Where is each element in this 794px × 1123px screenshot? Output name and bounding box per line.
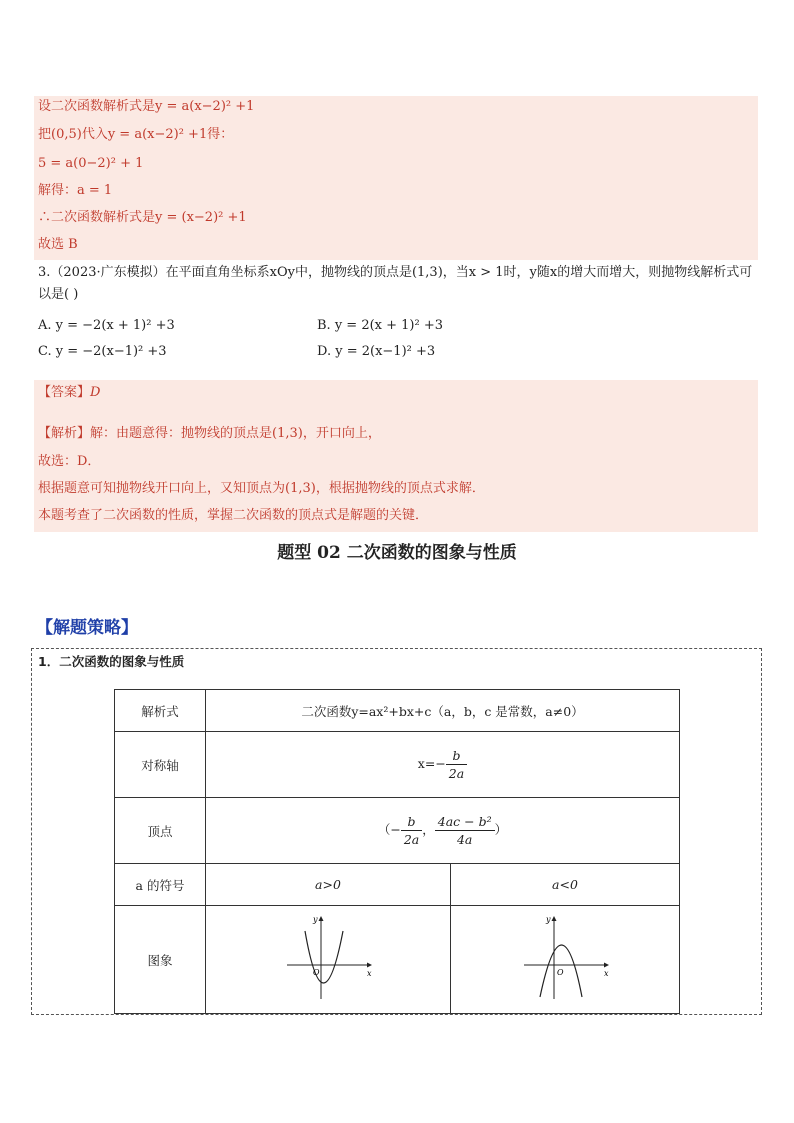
origin-label: O [313,968,320,977]
row-value-axis [206,732,680,798]
row-value-vertex [206,798,680,864]
vertex-num-2: 4ac − b² [435,813,495,831]
x-axis-arrow [604,963,609,968]
analysis-line-4: 本题考查了二次函数的性质，掌握二次函数的顶点式是解题的关键． [38,508,429,523]
axis-fraction [446,747,467,782]
analysis-line-1 [38,425,381,443]
sign-positive: a>0 [206,864,451,906]
vertex-fraction-1 [401,813,422,848]
analysis-text-1: 解：由题意得：抛物线的顶点是(1,3)，开口向上， [90,426,381,441]
vertex-sep: ， [422,822,435,837]
row-label-sign: a 的符号 [115,864,206,906]
vertex-den-2: 4a [456,832,473,847]
solution-line-6: 故选 B [38,237,78,252]
question-source: 3.（2023·广东模拟） [38,265,166,280]
row-value-expression: 二次函数y=ax²+bx+c（a，b，c 是常数，a≠0） [206,690,680,732]
option-b: B. y = 2(x + 1)² +3 [317,318,444,333]
y-axis-label: y [313,915,318,924]
analysis-label: 【解析】 [38,426,91,441]
analysis-line-2: 故选：D． [38,454,101,469]
row-label-axis: 对称轴 [115,732,206,798]
upward-parabola-curve [305,931,343,983]
solution-line-4: 解得：a = 1 [38,183,113,198]
question-3 [38,262,758,306]
x-axis-label: x [367,969,372,978]
strategy-title: 【解题策略】 [36,618,138,638]
x-axis-arrow [367,963,372,968]
answer-value: D [90,385,101,400]
graph-negative-cell [451,906,680,1014]
row-label-vertex: 顶点 [115,798,206,864]
answer-line [38,384,100,402]
downward-parabola-graph [520,913,610,1003]
subsection-title: 1．二次函数的图象与性质 [38,654,185,669]
solution-block [34,96,758,260]
solution-line-2: 把(0,5)代入y = a(x−2)² +1得： [38,127,234,142]
vertex-fraction-2 [435,813,495,848]
solution-line-3: 5 = a(0−2)² + 1 [38,156,144,171]
origin-label: O [557,968,564,977]
vertex-den-1: 2a [403,832,420,847]
solution-line-5: ∴二次函数解析式是y = (x−2)² +1 [38,210,247,225]
solution-line-1: 设二次函数解析式是y = a(x−2)² +1 [38,99,255,114]
y-axis-label: y [546,915,551,924]
graph-positive-cell [206,906,451,1014]
sign-negative: a<0 [451,864,680,906]
axis-den: 2a [448,766,465,781]
answer-label: 【答案】 [38,385,91,400]
x-axis-label: x [604,969,609,978]
y-axis-arrow [319,916,324,921]
properties-table [114,689,680,1014]
question-stem: 在平面直角坐标系xOy中，抛物线的顶点是(1,3)，当x > 1时，y随x的增大而增大，则抛物线解析式可以是( ) [38,265,753,302]
upward-parabola-graph [283,913,373,1003]
vertex-num-1: b [401,813,422,831]
row-label-graph: 图象 [115,906,206,1014]
row-label-expression: 解析式 [115,690,206,732]
option-c: C. y = −2(x−1)² +3 [38,344,167,359]
analysis-line-3: 根据题意可知抛物线开口向上，又知顶点为(1,3)，根据抛物线的顶点式求解． [38,481,485,496]
section-title: 题型 02 二次函数的图象与性质 [277,543,517,563]
option-a: A. y = −2(x + 1)² +3 [38,318,175,333]
option-d: D. y = 2(x−1)² +3 [317,344,436,359]
axis-num: b [446,747,467,765]
y-axis-arrow [552,916,557,921]
vertex-close: ） [494,822,508,837]
axis-prefix: x=− [417,756,446,771]
vertex-open: （− [377,822,401,837]
